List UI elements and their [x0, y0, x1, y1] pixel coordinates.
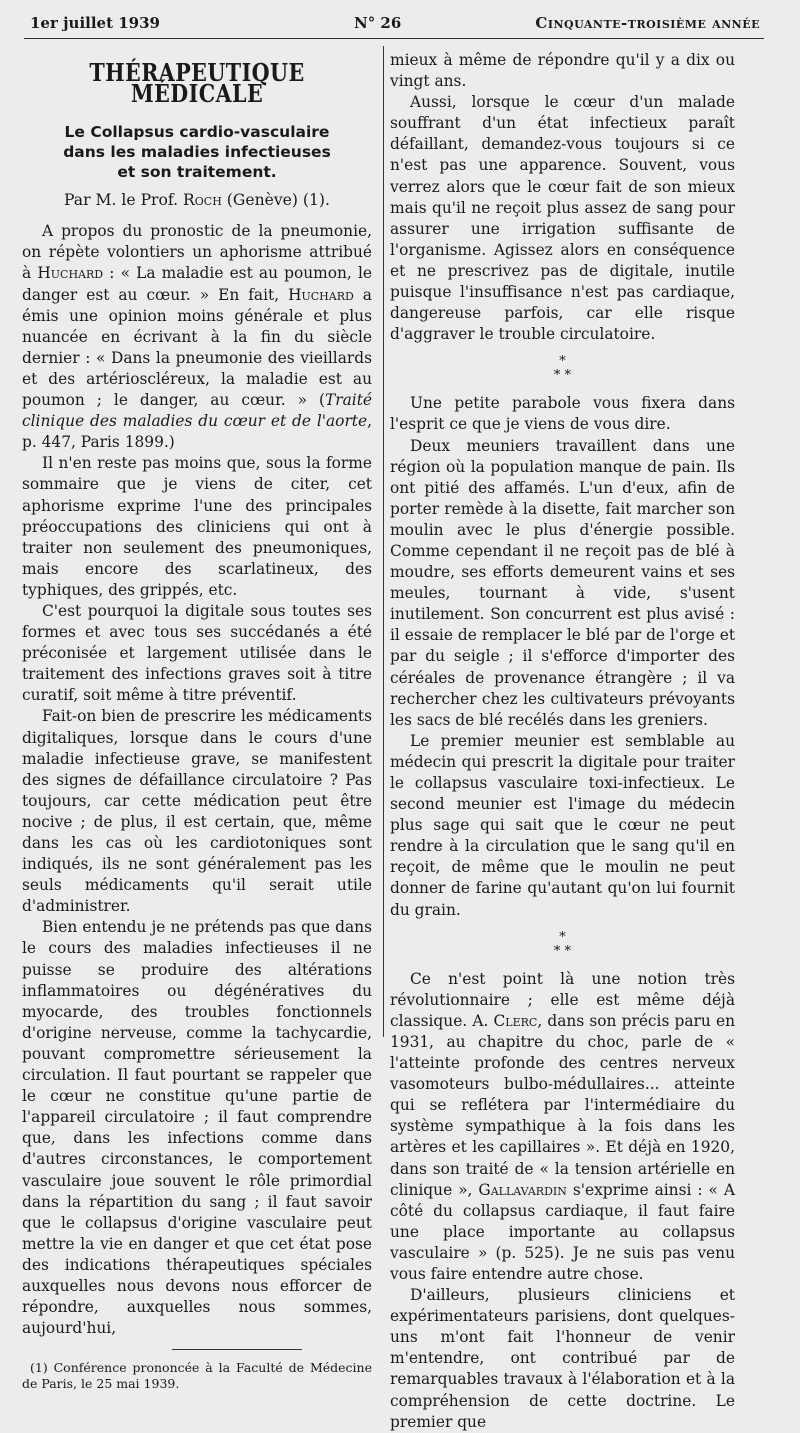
paragraph: Il n'en reste pas moins que, sous la forme sommaire que je viens de citer, cet aphorisme exprime l'une des principales préoccupations des cliniciens qui ont à traiter non seulement des pneumoniques, mais encore des scarlatineux, des typhiques, des grippés, etc. — [22, 454, 372, 599]
article-title-line-1: Le Collapsus cardio-vasculaire — [64, 123, 330, 142]
paragraph: D'ailleurs, plusieurs cliniciens et expérimentateurs parisiens, dont quelques-uns m'ont fait l'honneur de venir m'entendre, ont contribué par de remarquables travaux à l'élaboration et à la compréhension de cette doctrine. Le premier que — [390, 1286, 735, 1431]
byline — [22, 190, 372, 211]
header-rule — [24, 38, 764, 39]
footnote-rule — [172, 1349, 302, 1350]
article-title — [22, 122, 372, 182]
paragraph: Le premier meunier est semblable au médecin qui prescrit la digitale pour traiter le collapsus vasculaire toxi-infectieux. Le second meunier est l'image du médecin plus sage qui sait que le cœur ne peut rendre à la circulation que le sang qu'il en reçoit, de même que le moulin ne peut donner de farine qu'autant qu'on lui fournit du grain. — [390, 731, 735, 919]
paragraph: Fait-on bien de prescrire les médicaments digitaliques, lorsque dans le cours d'une maladie infectieuse grave, se manifestent des signes de défaillance circulatoire ? Pas toujours, car cette médication peut être nocive ; de plus, il est certain, que, même dans les cas où les cardiotoniques sont indiqués, ils ne sont généralement pas les seuls médicaments qu'il serait utile d'administrer. — [22, 707, 372, 916]
left-column — [22, 48, 372, 1392]
paragraph — [390, 969, 735, 1285]
text-run: , p. 447, Paris 1899.) — [22, 412, 372, 452]
article-title-line-2: dans les maladies infectieuses — [63, 143, 331, 162]
text-run: , dans son précis paru en 1931, au chapitre du choc, parle de « l'atteinte profonde des centres nerveux vasomoteurs bulbo-médullaires... atteinte qui se reflétera par l'intermédiaire du système sympathique à la fois dans les artères et les capillaires ». Et déjà en 1920, dans son traité de « la tension artérielle en clinique », — [390, 1011, 735, 1199]
cited-name: Huchard — [288, 285, 354, 304]
paragraph: Aussi, lorsque le cœur d'un malade souffrant d'un état infectieux paraît défaillant, demandez-vous toujours si ce n'est pas une apparence. Souvent, vous verrez alors que le cœur fait de son mieux mais qu'il ne reçoit plus assez de sang pour assurer une irrigation suffisante de l'organisme. Agissez alors en conséquence et ne prescrivez pas de digitale, inutile puisque l'insuffisance n'est pas cardiaque, dangereuse parfois, car elle risque d'aggraver le trouble circulatoire. — [390, 93, 735, 344]
section-break-asterism: * * * — [553, 929, 572, 959]
cited-name: Gallavardin — [478, 1180, 567, 1199]
section-break-asterism: * * * — [553, 354, 572, 384]
text-run: s'exprime ainsi : « A côté du collapsus cardiaque, il faut faire une place importante au collapsus vasculaire » (p. 525). Je ne suis pas venu vous faire entendre autre chose. — [390, 1180, 735, 1283]
text-run: Ce n'est point là une notion très révolutionnaire ; elle est même déjà classique. — [390, 969, 735, 1030]
paragraph: mieux à même de répondre qu'il y a dix ou vingt ans. — [390, 51, 735, 91]
right-column — [390, 50, 735, 1433]
paragraph: C'est pourquoi la digitale sous toutes ses formes et avec tous ses succédanés a été préconisée et largement utilisée dans le traitement des infections graves soit à titre curatif, soit même à titre préventif. — [22, 601, 372, 705]
book-title: Traité clinique des maladies du cœur et de l'aorte — [22, 391, 372, 431]
paragraph: Une petite parabole vous fixera dans l'esprit ce que je viens de vous dire. — [390, 394, 735, 434]
article-title-line-3: et son traitement. — [117, 163, 277, 182]
byline-prefix: Par M. le Prof. — [64, 191, 179, 210]
running-header — [30, 14, 760, 34]
paragraph: Deux meuniers travaillent dans une région où la population manque de pain. Ils ont pitié des affamés. L'un d'eux, afin de porter remède à la disette, fait marcher son moulin avec le plus d'énergie possible. Comme cependant il ne reçoit pas de blé à moudre, ses efforts demeurent vains et ses meules, tournant à vide, s'usent inutilement. Son concurrent est plus avisé : il essaie de remplacer le blé par de l'orge et par du seigle ; il s'efforce d'importer des céréales de provenance étrangère ; il va rechercher chez les cultivateurs prévoyants les sacs de blé recélés dans les greniers. — [390, 436, 735, 729]
author-name: Roch — [183, 191, 222, 210]
footnote: (1) Conférence prononcée à la Faculté de Médecine de Paris, le 25 mai 1939. — [22, 1360, 372, 1392]
byline-suffix: (Genève) (1). — [226, 191, 330, 210]
issue-date: 1er juillet 1939 — [30, 14, 160, 32]
issue-number: N° 26 — [354, 14, 402, 32]
column-divider — [383, 46, 384, 1037]
section-title: THÉRAPEUTIQUE MÉDICALE — [89, 58, 305, 109]
text-run: : « La maladie est au poumon, le danger est au cœur. » En fait, — [22, 264, 372, 304]
text-run: a émis une opinion moins générale et plus nuancée en écrivant à la fin du siècle dernier : « Dans la pneumonie des vieillards et des artérioscléreux, la maladie est au poumon ; le danger, au cœur. » ( — [22, 285, 372, 410]
paragraph: Bien entendu je ne prétends pas que dans le cours des maladies infectieuses il ne puisse se produire des altérations inflammatoires ou dégénératives du myocarde, des troubles fonctionnels d'origine nerveuse, comme la tachycardie, pouvant compromettre sérieusement la circulation. Il faut pourtant se rappeler que le cœur ne constitue qu'une partie de l'appareil circulatoire ; il faut comprendre que, dans les infections comme dans d'autres circonstances, le comportement vasculaire joue souvent le rôle primordial dans la répartition du sang ; il faut savoir que le collapsus d'origine vasculaire peut mettre la vie en danger et que cet état pose des indications thérapeutiques spéciales auxquelles nous devons nous efforcer de répondre, auxquelles nous sommes, aujourd'hui, — [22, 918, 372, 1338]
year-label: Cinquante-troisième année — [535, 14, 760, 32]
cited-name: Huchard — [37, 264, 104, 283]
text-run: A propos du pronostic de la pneumonie, on répète volontiers un aphorisme attribué à — [22, 222, 372, 283]
cited-name: A. Clerc — [472, 1011, 538, 1030]
paragraph — [22, 221, 372, 453]
